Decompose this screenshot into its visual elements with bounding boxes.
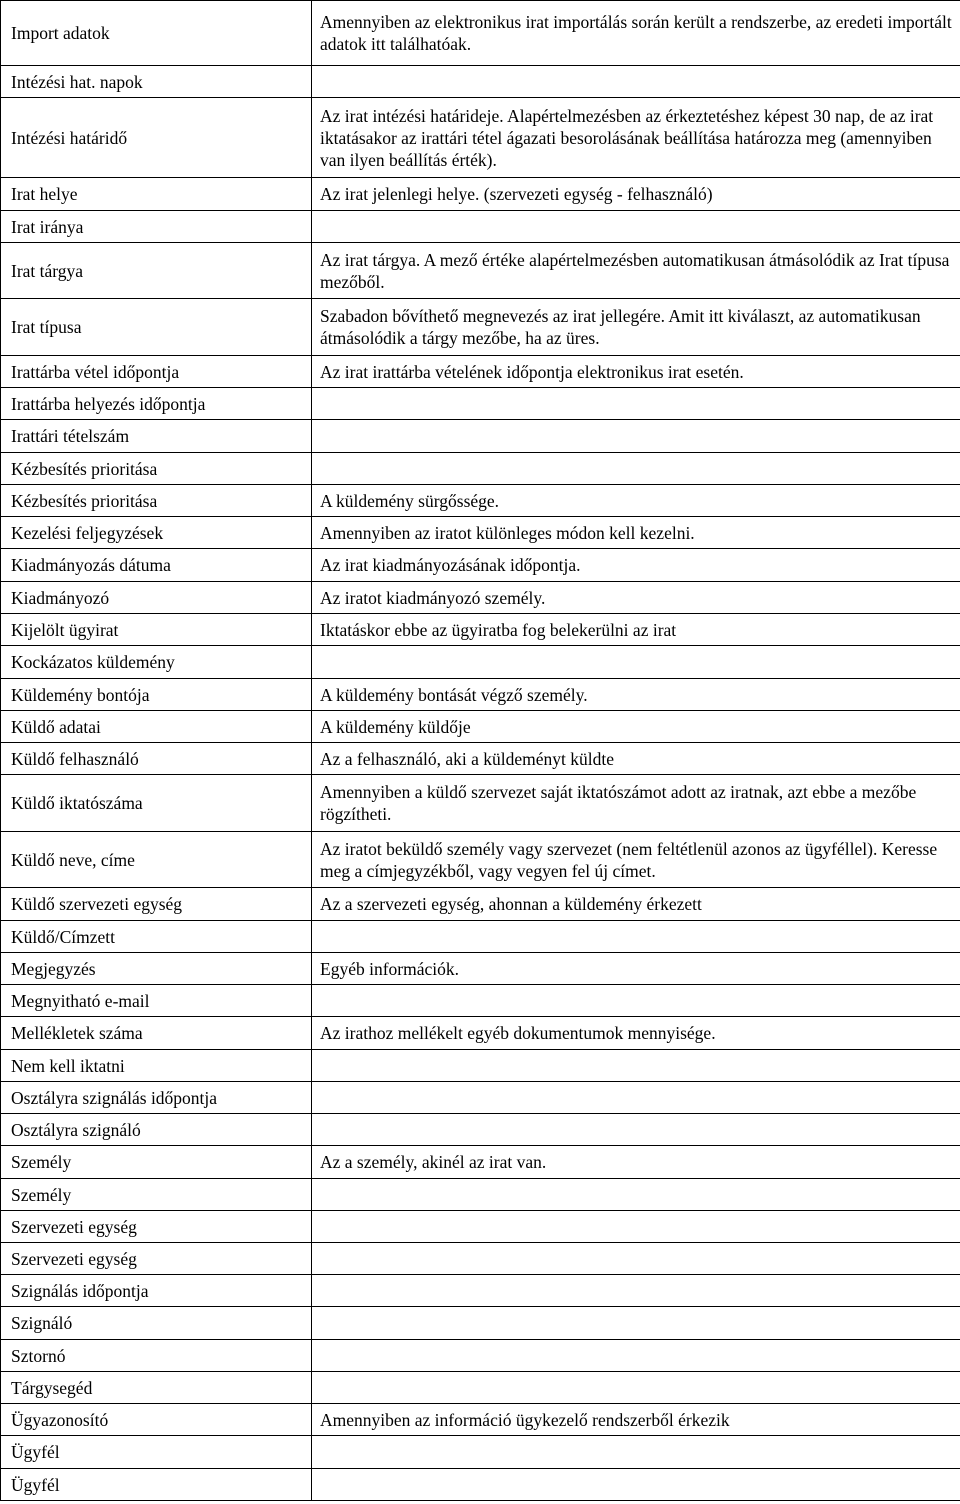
field-description: Az irat intézési határideje. Alapértelmezésben az érkeztetéshez képest 30 nap, de az irat iktatásakor az irattári tétel ágazati besorolásának beállítása határozza meg (amennyiben van ilyen beállítás érték). [320, 105, 934, 170]
field-description-cell [312, 485, 960, 517]
table-row [1, 356, 960, 388]
field-name-cell [1, 1340, 312, 1372]
table-row [1, 1211, 960, 1243]
field-name: Irattárba vétel időpontja [11, 361, 180, 382]
table-row [1, 211, 960, 243]
field-description: Az irat irattárba vételének időpontja elektronikus irat esetén. [320, 361, 744, 382]
field-name: Személy [11, 1152, 72, 1172]
field-name: Megjegyzés [11, 958, 96, 979]
field-description: Az irat kiadmányozásának időpontja. [320, 555, 581, 575]
field-name-cell [1, 1146, 312, 1179]
field-description: Amennyiben az iratot különleges módon kell kezelni. [320, 522, 695, 543]
field-description-cell [312, 888, 960, 921]
table-row [1, 66, 960, 98]
field-name-cell [1, 356, 312, 388]
field-name: Küldő iktatószáma [11, 793, 143, 813]
field-name: Irat tárgya [11, 260, 84, 281]
field-name: Mellékletek száma [11, 1023, 143, 1043]
field-name-cell [1, 243, 312, 299]
table-body [1, 1, 960, 1501]
field-name: Kézbesítés prioritása [11, 490, 158, 511]
field-name: Kiadmányozás dátuma [11, 555, 171, 575]
field-name: Küldő neve, címe [11, 849, 135, 870]
field-description: A küldemény sürgőssége. [320, 490, 500, 511]
field-name-cell [1, 1050, 312, 1082]
field-description-cell [312, 243, 960, 299]
field-description-cell [312, 646, 960, 679]
table-row [1, 453, 960, 485]
table-row [1, 1275, 960, 1307]
table-row [1, 98, 960, 178]
table-row [1, 711, 960, 743]
table-row [1, 243, 960, 299]
field-description-cell [312, 1436, 960, 1469]
field-name-cell [1, 517, 312, 549]
field-description-cell [312, 98, 960, 178]
field-name: Ügyfél [11, 1442, 60, 1462]
field-description-cell [312, 299, 960, 356]
table-row [1, 888, 960, 921]
field-name-cell [1, 1372, 312, 1404]
field-name-cell [1, 888, 312, 921]
field-description: Az iratot beküldő személy vagy szervezet (nem feltétlenül azonos az ügyféllel). Keresse meg a címjegyzékből, vagy vegyen fel új címet. [320, 838, 938, 881]
field-name-cell [1, 679, 312, 711]
field-description-cell [312, 549, 960, 582]
field-name-cell [1, 646, 312, 679]
field-description: Az a felhasználó, aki a küldeményt küldte [320, 748, 614, 769]
table-row [1, 178, 960, 211]
field-name-cell [1, 711, 312, 743]
field-name: Kockázatos küldemény [11, 652, 175, 672]
field-name: Ügyfél [11, 1474, 60, 1495]
table-row [1, 646, 960, 679]
field-description-cell [312, 517, 960, 549]
field-name-cell [1, 1436, 312, 1469]
field-description-cell [312, 1017, 960, 1050]
field-name: Sztornó [11, 1345, 66, 1366]
field-name: Küldő felhasználó [11, 748, 139, 769]
table-row [1, 1243, 960, 1275]
field-description-cell [312, 66, 960, 98]
table-row [1, 1404, 960, 1436]
field-name: Intézési hat. napok [11, 71, 143, 92]
field-name-cell [1, 1469, 312, 1501]
field-description-cell [312, 1211, 960, 1243]
field-description-cell [312, 1050, 960, 1082]
field-description: Amennyiben az információ ügykezelő rendszerből érkezik [320, 1409, 730, 1430]
table-row [1, 299, 960, 356]
field-description: Iktatáskor ebbe az ügyiratba fog belekerülni az irat [320, 619, 677, 640]
field-name-cell [1, 1211, 312, 1243]
table-row [1, 1114, 960, 1146]
table-row [1, 614, 960, 646]
field-description-cell [312, 388, 960, 420]
field-name-cell [1, 1275, 312, 1307]
field-name-cell [1, 582, 312, 614]
table-row [1, 517, 960, 549]
field-name-cell [1, 1082, 312, 1114]
field-name: Személy [11, 1184, 72, 1205]
field-name: Nem kell iktatni [11, 1055, 125, 1076]
table-row [1, 1017, 960, 1050]
field-name: Küldemény bontója [11, 684, 150, 705]
field-name-cell [1, 485, 312, 517]
field-name: Ügyazonosító [11, 1409, 109, 1430]
field-name: Szignáló [11, 1313, 73, 1333]
field-name-cell [1, 1404, 312, 1436]
table-row [1, 775, 960, 832]
field-name-cell [1, 1017, 312, 1050]
field-name-cell [1, 453, 312, 485]
field-name-cell [1, 299, 312, 356]
field-description: Amennyiben az elektronikus irat importálás során került a rendszerbe, az eredeti importált adatok itt találhatóak. [320, 12, 952, 54]
field-name: Irattári tételszám [11, 426, 130, 446]
field-description-cell [312, 743, 960, 775]
field-description: Szabadon bővíthető megnevezés az irat jellegére. Amit itt kiválaszt, az automatikusan átmásolódik a tárgy mezőbe, ha az üres. [320, 306, 921, 348]
field-description-cell [312, 582, 960, 614]
field-description-cell [312, 921, 960, 953]
table-row [1, 1340, 960, 1372]
field-description-cell [312, 953, 960, 985]
field-name: Tárgysegéd [11, 1377, 93, 1398]
field-name: Irat iránya [11, 216, 84, 237]
table-row [1, 485, 960, 517]
field-description: Az a személy, akinél az irat van. [320, 1152, 547, 1172]
field-name: Kezelési feljegyzések [11, 522, 164, 543]
table-row [1, 1, 960, 66]
field-name-cell [1, 420, 312, 453]
field-description-cell [312, 1469, 960, 1501]
field-description-cell [312, 1, 960, 66]
field-name: Osztályra szignálás időpontja [11, 1087, 218, 1108]
table-row [1, 1307, 960, 1340]
field-name: Kézbesítés prioritása [11, 458, 158, 479]
field-name: Küldő szervezeti egység [11, 894, 183, 914]
field-description-cell [312, 1340, 960, 1372]
field-description-cell [312, 832, 960, 888]
table-row [1, 1372, 960, 1404]
table-row [1, 953, 960, 985]
field-name-cell [1, 743, 312, 775]
table-row [1, 985, 960, 1017]
field-name-cell [1, 98, 312, 178]
field-name-cell [1, 66, 312, 98]
table-row [1, 1436, 960, 1469]
field-name-cell [1, 1307, 312, 1340]
table-row [1, 1050, 960, 1082]
field-name-cell [1, 921, 312, 953]
field-name: Osztályra szignáló [11, 1119, 141, 1140]
field-name: Import adatok [11, 23, 110, 43]
table-row [1, 1082, 960, 1114]
field-description: Egyéb információk. [320, 958, 459, 979]
field-description: Az a szervezeti egység, ahonnan a küldemény érkezett [320, 894, 702, 914]
table-row [1, 582, 960, 614]
field-description: Az irathoz mellékelt egyéb dokumentumok mennyisége. [320, 1023, 716, 1043]
table-row [1, 549, 960, 582]
field-description-cell [312, 356, 960, 388]
table-row [1, 420, 960, 453]
field-name-cell [1, 614, 312, 646]
field-description-cell [312, 453, 960, 485]
field-description: Az irat tárgya. A mező értéke alapértelmezésben automatikusan átmásolódik az Irat típusa mezőből. [320, 249, 950, 292]
field-description-cell [312, 1275, 960, 1307]
table-row [1, 1179, 960, 1211]
field-description: Amennyiben a küldő szervezet saját iktatószámot adott az iratnak, azt ebbe a mezőbe rögzítheti. [320, 782, 917, 824]
field-name-cell [1, 1179, 312, 1211]
table-row [1, 921, 960, 953]
field-description: A küldemény küldője [320, 716, 471, 737]
field-name-cell [1, 1243, 312, 1275]
field-name: Irat típusa [11, 317, 82, 337]
field-description: Az iratot kiadmányozó személy. [320, 587, 546, 608]
field-name-cell [1, 832, 312, 888]
field-name: Irat helye [11, 184, 78, 204]
field-name-cell [1, 953, 312, 985]
field-name: Megnyitható e-mail [11, 990, 150, 1011]
field-description-cell [312, 1114, 960, 1146]
field-name: Küldő adatai [11, 716, 101, 737]
field-name: Szignálás időpontja [11, 1280, 149, 1301]
field-description-cell [312, 1179, 960, 1211]
field-name: Irattárba helyezés időpontja [11, 393, 206, 414]
field-description-cell [312, 420, 960, 453]
field-name: Küldő/Címzett [11, 926, 116, 947]
field-name-cell [1, 1, 312, 66]
table-row [1, 679, 960, 711]
field-description: A küldemény bontását végző személy. [320, 684, 588, 705]
field-description-cell [312, 775, 960, 832]
table-row [1, 743, 960, 775]
field-name-cell [1, 1114, 312, 1146]
field-description-cell [312, 679, 960, 711]
field-name-cell [1, 985, 312, 1017]
field-name-cell [1, 388, 312, 420]
field-description-cell [312, 614, 960, 646]
field-description: Az irat jelenlegi helye. (szervezeti egység - felhasználó) [320, 184, 713, 204]
table-row [1, 832, 960, 888]
table-row [1, 1469, 960, 1501]
field-name-cell [1, 775, 312, 832]
table-row [1, 388, 960, 420]
field-description-cell [312, 985, 960, 1017]
field-description-cell [312, 211, 960, 243]
field-name: Intézési határidő [11, 127, 128, 148]
field-name-cell [1, 549, 312, 582]
field-description-cell [312, 1146, 960, 1179]
field-description-cell [312, 1307, 960, 1340]
field-name: Kiadmányozó [11, 587, 110, 608]
field-name: Szervezeti egység [11, 1248, 137, 1269]
field-description-cell [312, 178, 960, 211]
field-description-cell [312, 1243, 960, 1275]
field-name: Kijelölt ügyirat [11, 619, 119, 640]
field-name-cell [1, 211, 312, 243]
field-name-cell [1, 178, 312, 211]
field-name: Szervezeti egység [11, 1216, 137, 1237]
table-row [1, 1146, 960, 1179]
field-description-cell [312, 1082, 960, 1114]
field-description-cell [312, 1372, 960, 1404]
field-description-cell [312, 711, 960, 743]
field-description-cell [312, 1404, 960, 1436]
